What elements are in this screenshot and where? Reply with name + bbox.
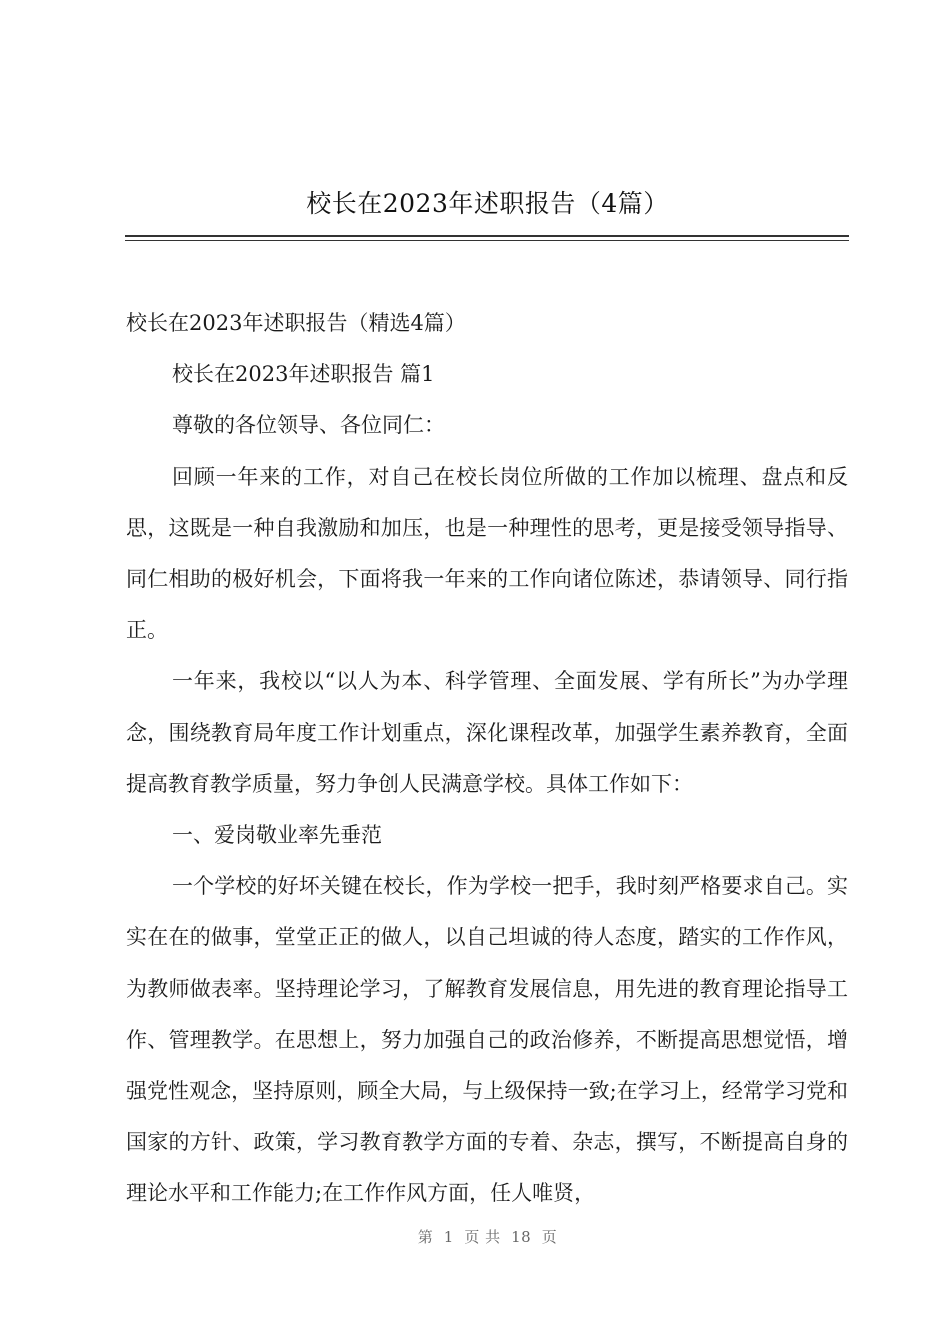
body-paragraph: 一个学校的好坏关键在校长，作为学校一把手，我时刻严格要求自己。实实在在的做事，堂堂正正的做人，以自己坦诚的待人态度，踏实的工作作风，为教师做表率。坚持理论学习，了解教育发展信息，用先进的教育理论指导工作、管理教学。在思想上，努力加强自己的政治修养，不断提高思想觉悟，增强党性观念，坚持原则，顾全大局，与上级保持一致;在学习上，经常学习党和国家的方针、政策，学习教育教学方面的专着、杂志，撰写，不断提高自身的理论水平和工作能力;在工作作风方面，任人唯贤，	[126, 874, 848, 1206]
body-paragraph: 一年来，我校以“以人为本、科学管理、全面发展、学有所长”为办学理念，围绕教育局年度工作计划重点，深化课程改革，加强学生素养教育，全面提高教育教学质量，努力争创人民满意学校。具体工作如下：	[126, 669, 848, 796]
document-body	[126, 298, 848, 1220]
page-number-footer: 第 1 页 共 18 页	[417, 1228, 558, 1246]
section-heading-paragraph: 校长在2023年述职报告 篇1	[172, 362, 435, 387]
body-paragraph: 回顾一年来的工作，对自己在校长岗位所做的工作加以梳理、盘点和反思，这既是一种自我激励和加压，也是一种理性的思考，更是接受领导指导、同仁相助的极好机会，下面将我一年来的工作向诸位陈述，恭请领导、同行指正。	[126, 464, 848, 643]
salutation-paragraph: 尊敬的各位领导、各位同仁：	[172, 413, 445, 438]
subheading-paragraph: 一、爱岗敬业率先垂范	[172, 823, 382, 848]
subtitle-paragraph: 校长在2023年述职报告（精选4篇）	[126, 311, 466, 335]
title-divider	[125, 235, 849, 241]
document-title: 校长在2023年述职报告（4篇）	[306, 189, 669, 218]
